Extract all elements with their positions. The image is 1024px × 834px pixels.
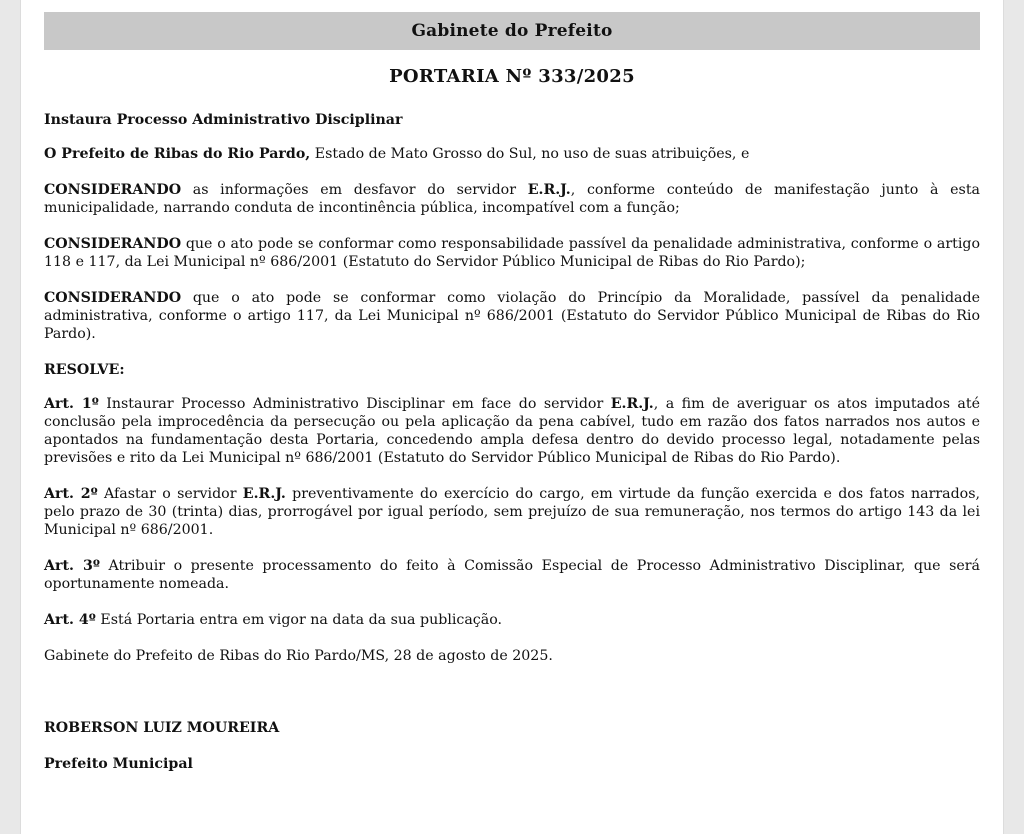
signer-name: ROBERSON LUIZ MOUREIRA — [44, 720, 280, 736]
resolve-heading: RESOLVE: — [44, 362, 125, 378]
article-4 — [44, 611, 980, 629]
article-text: Atribuir o presente processamento do feito à Comissão Especial de Processo Administrativo Disciplinar, que será oportunamente nomeada. — [44, 558, 980, 592]
intro-paragraph — [44, 145, 980, 163]
article-text: preventivamente do exercício do cargo, em virtude da função exercida e dos fatos narrados, pelo prazo de 30 (trinta) dias, prorrogável por igual período, sem prejuízo de sua remuneração, nos termos do artigo 143 da lei Municipal nº 686/2001. — [44, 486, 981, 538]
considerando-keyword: CONSIDERANDO — [44, 290, 182, 306]
considerando-keyword: CONSIDERANDO — [44, 182, 182, 198]
considerando-keyword: CONSIDERANDO — [44, 236, 182, 252]
considerando-text: , conforme conteúdo de manifestação junto à esta municipalidade, narrando conduta de incontinência pública, incompatível com a função; — [44, 182, 980, 216]
article-1 — [44, 395, 980, 467]
considerando-text: que o ato pode se conformar como responsabilidade passível da penalidade administrativa, conforme o artigo 118 e 117, da Lei Municipal nº 686/2001 (Estatuto do Servidor Público Municipal de Ribas do Rio Pardo); — [44, 236, 980, 270]
considerando-paragraph-2 — [44, 235, 980, 271]
document-title: PORTARIA Nº 333/2025 — [389, 66, 635, 87]
article-2 — [44, 485, 980, 539]
article-3 — [44, 557, 980, 593]
article-label: Art. 1º — [44, 396, 99, 412]
considerando-text: que o ato pode se conformar como violação do Princípio da Moralidade, passível da penalidade administrativa, conforme o artigo 117, da Lei Municipal nº 686/2001 (Estatuto do Servidor Público Municipal de Ribas do Rio Pardo). — [44, 290, 980, 342]
document-subject: Instaura Processo Administrativo Disciplinar — [44, 112, 403, 128]
intro-bold: O Prefeito de Ribas do Rio Pardo, — [44, 146, 311, 162]
article-text: Afastar o servidor — [97, 486, 243, 502]
considerando-text: as informações em desfavor do servidor — [181, 182, 528, 198]
header-bar: Gabinete do Prefeito — [44, 12, 980, 50]
article-text: Instaurar Processo Administrativo Disciplinar em face do servidor — [98, 396, 611, 412]
servant-initials: E.R.J. — [242, 486, 286, 502]
intro-text: Estado de Mato Grosso do Sul, no uso de suas atribuições, e — [310, 146, 750, 162]
servant-initials: E.R.J. — [527, 182, 571, 198]
article-text: Está Portaria entra em vigor na data da sua publicação. — [95, 612, 503, 628]
article-label: Art. 2º — [44, 486, 98, 502]
signer-role: Prefeito Municipal — [44, 756, 193, 772]
place-date: Gabinete do Prefeito de Ribas do Rio Pardo/MS, 28 de agosto de 2025. — [44, 648, 553, 664]
document-page — [20, 0, 1004, 834]
article-text: , a fim de averiguar os atos imputados até conclusão pela improcedência da persecução ou pela aplicação da pena cabível, tudo em razão dos fatos narrados nos autos e apontados na fundamentação desta Portaria, concedendo ampla defesa dentro do devido processo legal, notadamente pelas previsões e rito da Lei Municipal nº 686/2001 (Estatuto do Servidor Público Municipal de Ribas do Rio Pardo). — [44, 396, 980, 466]
article-label: Art. 4º — [44, 612, 96, 628]
article-label: Art. 3º — [44, 558, 100, 574]
considerando-paragraph-3 — [44, 289, 980, 343]
considerando-paragraph-1 — [44, 181, 980, 217]
servant-initials: E.R.J. — [610, 396, 654, 412]
document-content — [44, 0, 980, 791]
